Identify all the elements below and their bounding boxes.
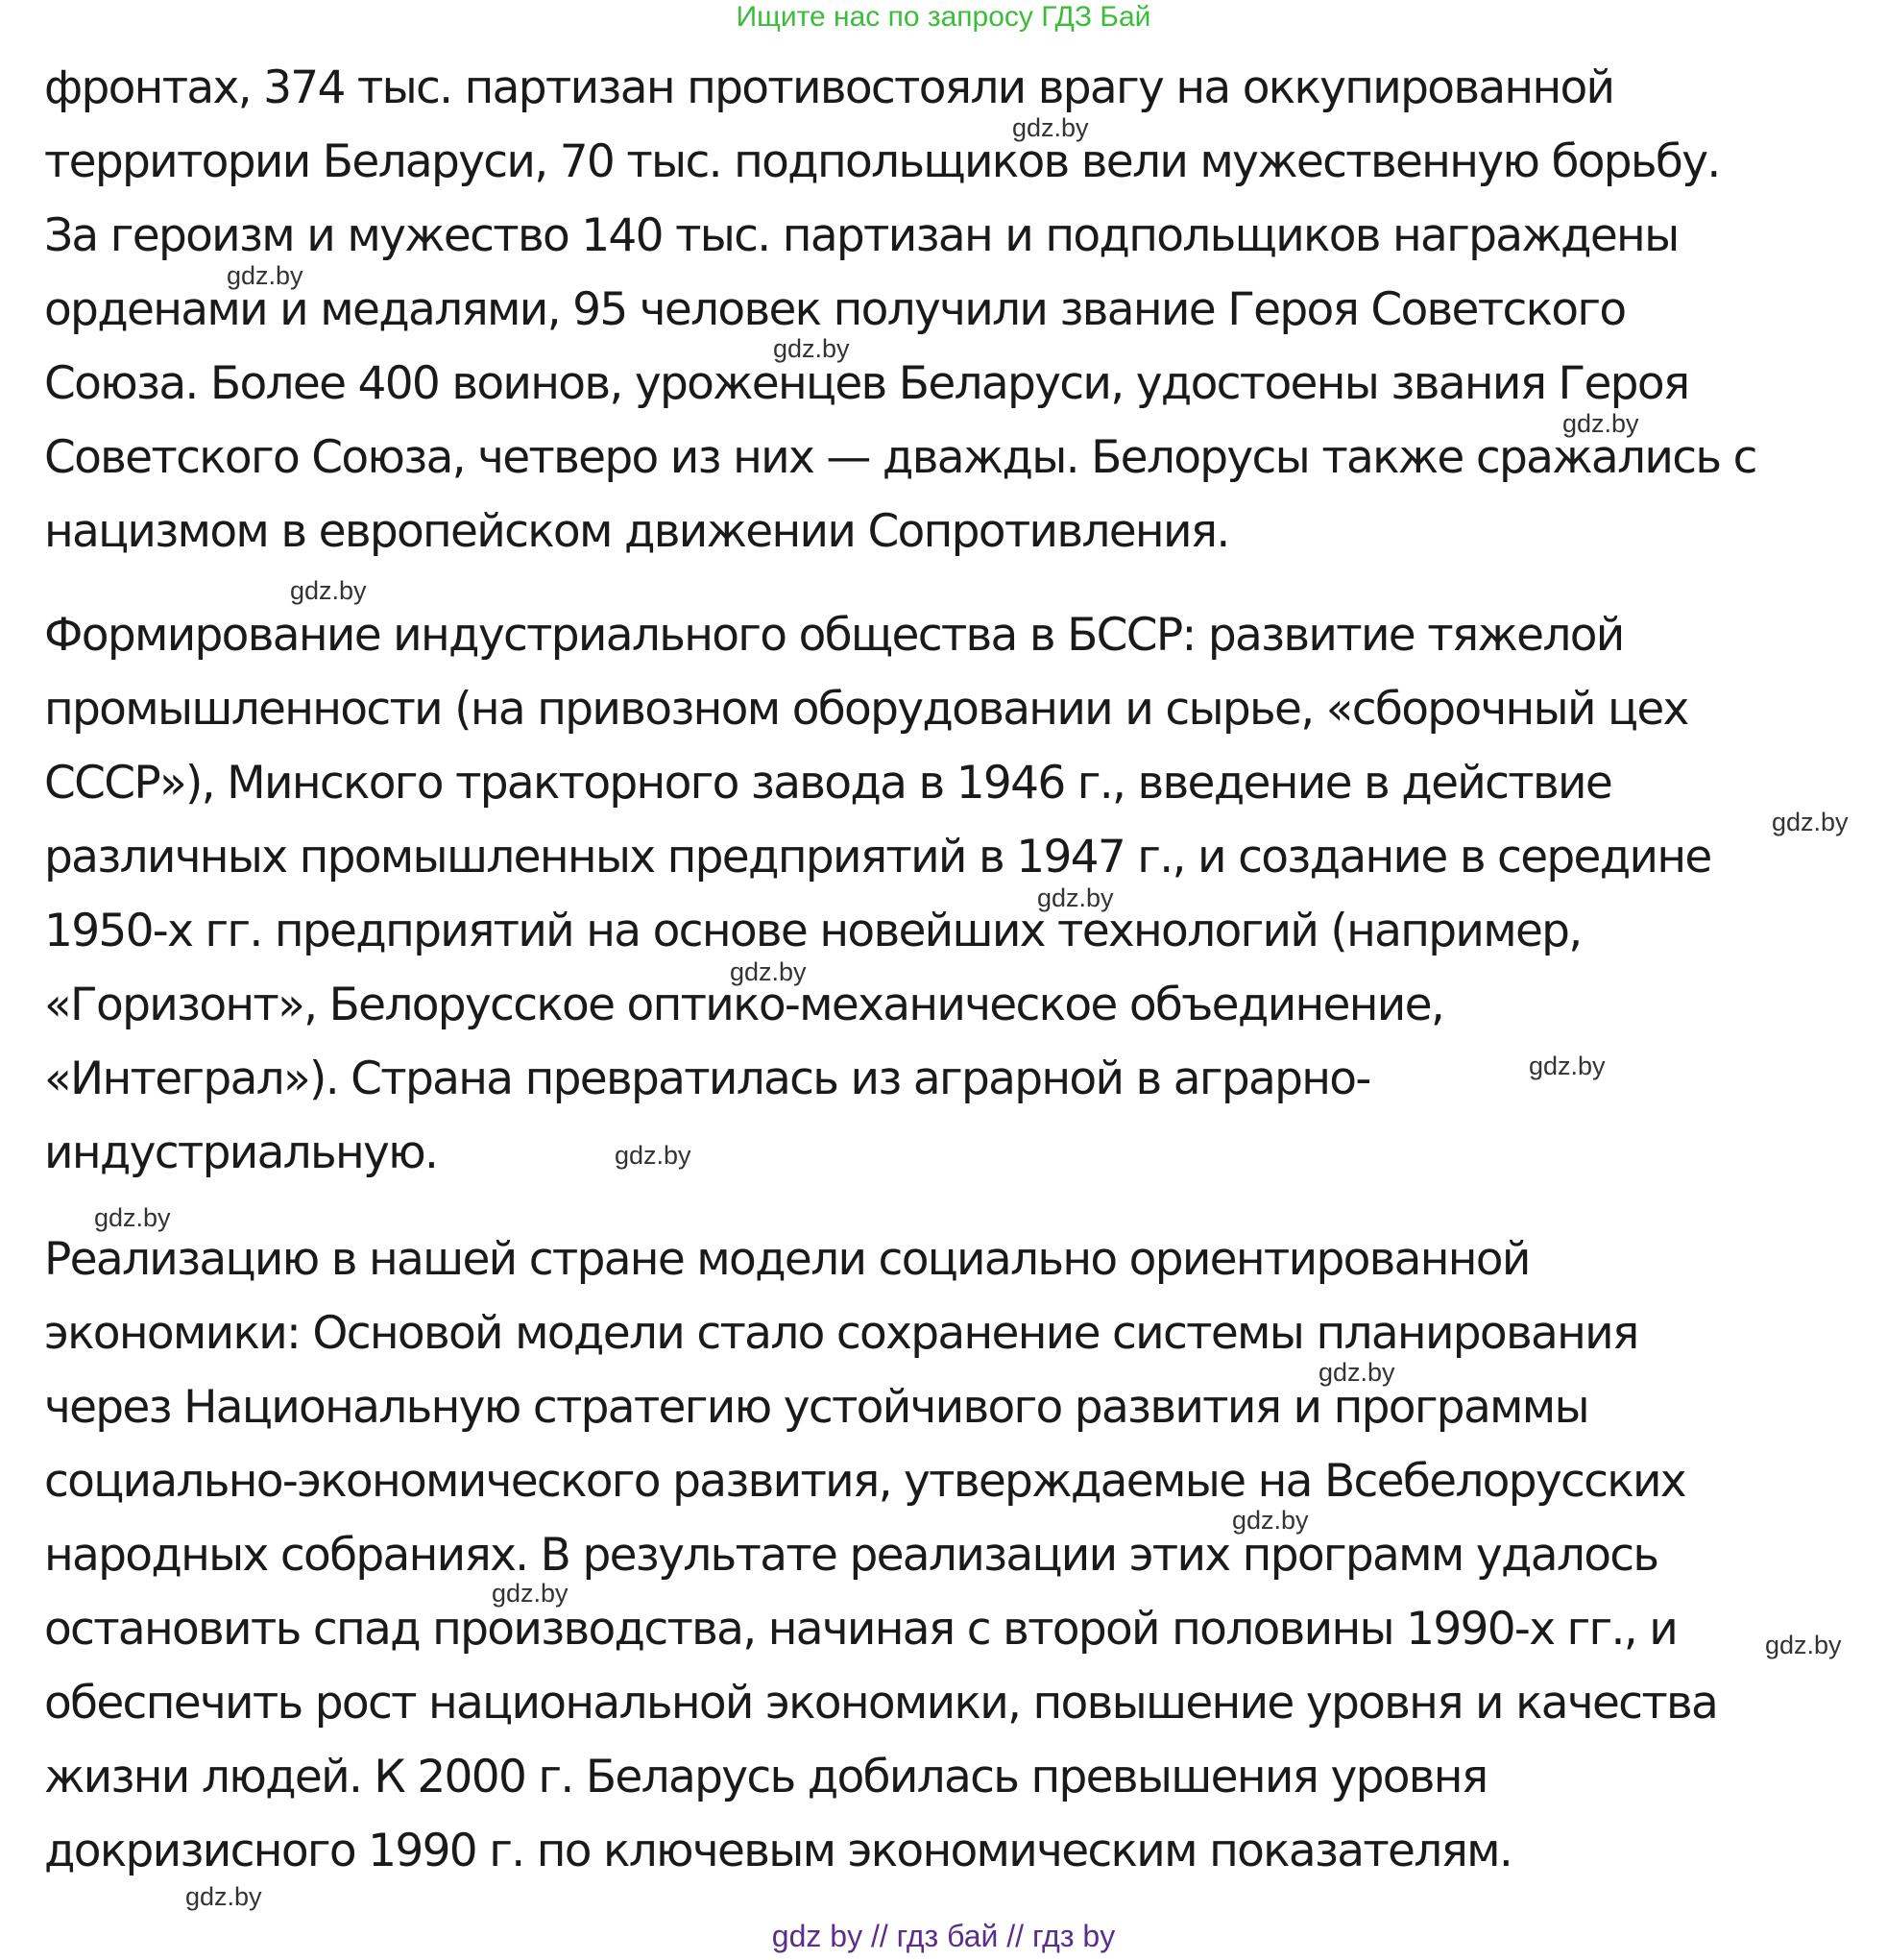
watermark: gdz.by [1765,1631,1842,1659]
text-line: социально-экономического развития, утверждаемые на Всебелорусских [44,1455,1685,1508]
text-line: «Интеграл»). Страна превратилась из аграрной в аграрно- [44,1053,1370,1105]
text-line: остановить спад производства, начиная с второй половины 1990-х гг., и [44,1603,1678,1656]
watermark: gdz.by [615,1141,691,1170]
text-line: жизни людей. К 2000 г. Беларусь добилась превышения уровня [44,1751,1488,1803]
text-line: экономики: Основой модели стало сохранение системы планирования [44,1307,1638,1360]
watermark: gdz.by [1232,1506,1309,1535]
text-line: обеспечить рост национальной экономики, повышение уровня и качества [44,1677,1718,1730]
text-line: территории Беларуси, 70 тыс. подпольщиков вели мужественную борьбу. [44,135,1720,188]
footer-links: gdz by // гдз бай // гдз by [771,1919,1116,1953]
watermark: gdz.by [185,1882,262,1911]
text-line: За героизм и мужество 140 тыс. партизан и подпольщиков награждены [44,209,1679,262]
text-line: докризисного 1990 г. по ключевым экономическим показателям. [44,1825,1512,1877]
text-line: Союза. Более 400 воинов, уроженцев Беларуси, удостоены звания Героя [44,357,1689,410]
text-line: орденами и медалями, 95 человек получили звание Героя Советского [44,283,1626,336]
watermark: gdz.by [1529,1052,1606,1080]
text-line: индустриальную. [44,1126,438,1179]
text-line: через Национальную стратегию устойчивого развития и программы [44,1381,1588,1434]
text-line: Формирование индустриального общества в БССР: развитие тяжелой [44,609,1624,662]
watermark: gdz.by [1012,113,1089,142]
search-banner: Ищите нас по запросу ГДЗ Бай [736,1,1151,33]
watermark: gdz.by [94,1203,171,1232]
watermark: gdz.by [1562,409,1639,438]
text-line: нацизмом в европейском движении Сопротивления. [44,505,1229,558]
watermark: gdz.by [730,957,807,986]
text-line: Реализацию в нашей стране модели социально ориентированной [44,1233,1530,1286]
watermark: gdz.by [227,261,303,290]
text-line: промышленности (на привозном оборудовании и сырье, «сборочный цех [44,683,1688,736]
text-line: народных собраниях. В результате реализации этих программ удалось [44,1529,1658,1582]
watermark: gdz.by [1772,808,1849,836]
text-line: фронтах, 374 тыс. партизан противостояли врагу на оккупированной [44,61,1614,114]
watermark: gdz.by [773,334,850,363]
text-line: Советского Союза, четверо из них — дважды. Белорусы также сражались с [44,431,1756,484]
watermark: gdz.by [290,576,367,605]
watermark: gdz.by [1037,883,1114,912]
text-line: «Горизонт», Белорусское оптико-механическое объединение, [44,979,1444,1031]
watermark: gdz.by [492,1579,569,1608]
text-line: 1950-х гг. предприятий на основе новейших технологий (например, [44,905,1582,957]
watermark: gdz.by [1318,1358,1395,1387]
text-line: различных промышленных предприятий в 1947 г., и создание в середине [44,831,1711,883]
text-line: СССР»), Минского тракторного завода в 1946 г., введение в действие [44,757,1612,810]
